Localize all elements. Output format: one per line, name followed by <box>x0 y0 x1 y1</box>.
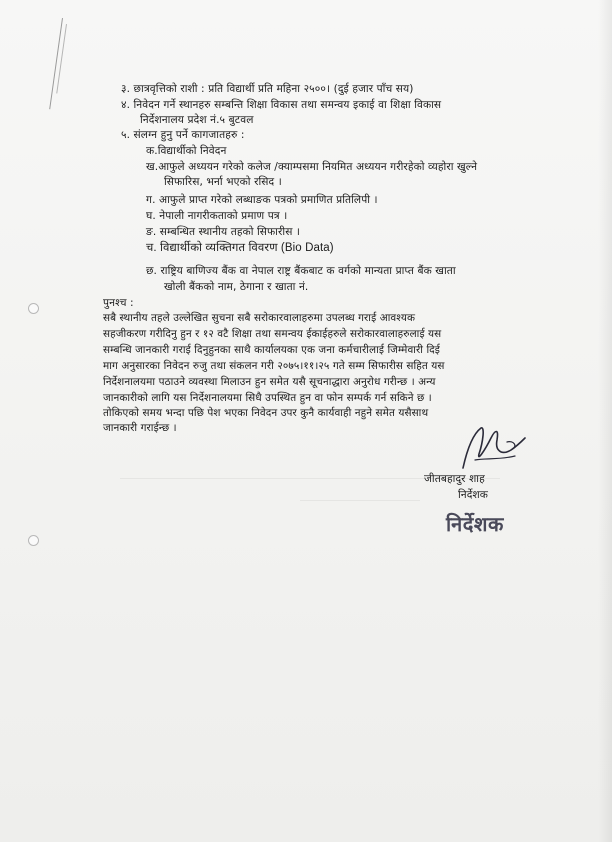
postscript-line: निर्देशनालयमा पठाउने व्यवस्था मिलाउन हुन समेत यसै सूचनाद्धारा अनुरोध गरीन्छ । अन्य <box>103 376 436 388</box>
item-3-scholarship-amount: ३. छात्रवृत्तिको राशी : प्रति विद्यार्थी प्रति महिना २५००। (दुई हजार पाँच सय) <box>121 83 414 95</box>
postscript-line: तोकिएको समय भन्दा पछि पेश भएका निवेदन उपर कुनै कार्यवाही नहुने समेत यसैसाथ <box>103 407 429 419</box>
signatory-title: निर्देशक <box>458 489 488 501</box>
handwritten-signature <box>455 420 530 480</box>
postscript-line: जानकारीको लागि यस निर्देशनालयमा सिधै उपस्थित हुन वा फोन सम्पर्क गर्न सकिने छ । <box>103 392 432 404</box>
fold-mark <box>56 24 67 93</box>
bleed-through-mark <box>120 478 500 479</box>
punch-hole <box>28 303 39 314</box>
attachment-nga: ङ. सम्बन्धित स्थानीय तहको सिफारीस । <box>146 226 301 238</box>
postscript-line: सबै स्थानीय तहले उल्लेखित सुचना सबै सरोकारवालाहरुमा उपलब्ध गराई आवश्यक <box>103 312 416 324</box>
designation-stamp: निर्देशक <box>446 512 504 536</box>
signatory-name: जीतबहादुर शाह <box>424 473 485 485</box>
page-edge-shadow <box>598 0 612 842</box>
postscript-line: माग अनुसारका निवेदन रुजु तथा संकलन गरी २०७५।११।२५ गते सम्म सिफारीस सहित यस <box>103 360 445 372</box>
attachment-kha-continuation: सिफारिस, भर्ना भएको रसिद । <box>164 176 282 188</box>
item-4-continuation: निर्देशनालय प्रदेश नं.५ बुटवल <box>140 114 254 126</box>
bleed-through-mark <box>300 500 420 501</box>
item-4-application-places: ४. निवेदन गर्ने स्थानहरु सम्बन्ति शिक्षा विकास तथा समन्वय इकाई वा शिक्षा विकास <box>121 99 442 111</box>
postscript-label: पुनश्च : <box>103 297 134 309</box>
item-5-attachments-heading: ५. संलग्न हुनु पर्ने कागजातहरु : <box>121 129 245 141</box>
attachment-gha: घ. नेपाली नागरीकताको प्रमाण पत्र । <box>146 210 288 222</box>
postscript-line: सहजीकरण गरीदिनु हुन र १२ वटै शिक्षा तथा समन्वय ईकाईहरुले सरोकारवालाहरुलाई यस <box>103 328 442 340</box>
attachment-ga: ग. आफुले प्राप्त गरेको लब्धाङक पत्रको प्रमाणित प्रतिलिपी । <box>146 194 378 206</box>
postscript-line: सम्बन्धि जानकारी गराई दिनुहुनका साथै कार्यालयका एक जना कर्मचारीलाई जिम्मेवारी दिई <box>103 344 441 356</box>
attachment-chha-continuation: खोली बैंकको नाम, ठेगाना र खाता नं. <box>164 281 309 293</box>
attachment-cha: च. विद्यार्थीको व्यक्तिगत विवरण (Bio Data) <box>146 242 334 254</box>
postscript-line: जानकारी गराईन्छ । <box>103 422 177 434</box>
punch-hole <box>28 535 39 546</box>
attachment-chha: छ. राष्ट्रिय बाणिज्य बैंक वा नेपाल राष्ट्र बैंकबाट क वर्गको मान्यता प्राप्त बैंक खाता <box>146 265 456 277</box>
attachment-kha: ख.आफुले अध्ययन गरेको कलेज /क्याम्पसमा नियमित अध्ययन गरीरहेको व्यहोरा खुल्ने <box>146 161 478 173</box>
attachment-ka: क.विद्यार्थीको निवेदन <box>146 145 227 157</box>
